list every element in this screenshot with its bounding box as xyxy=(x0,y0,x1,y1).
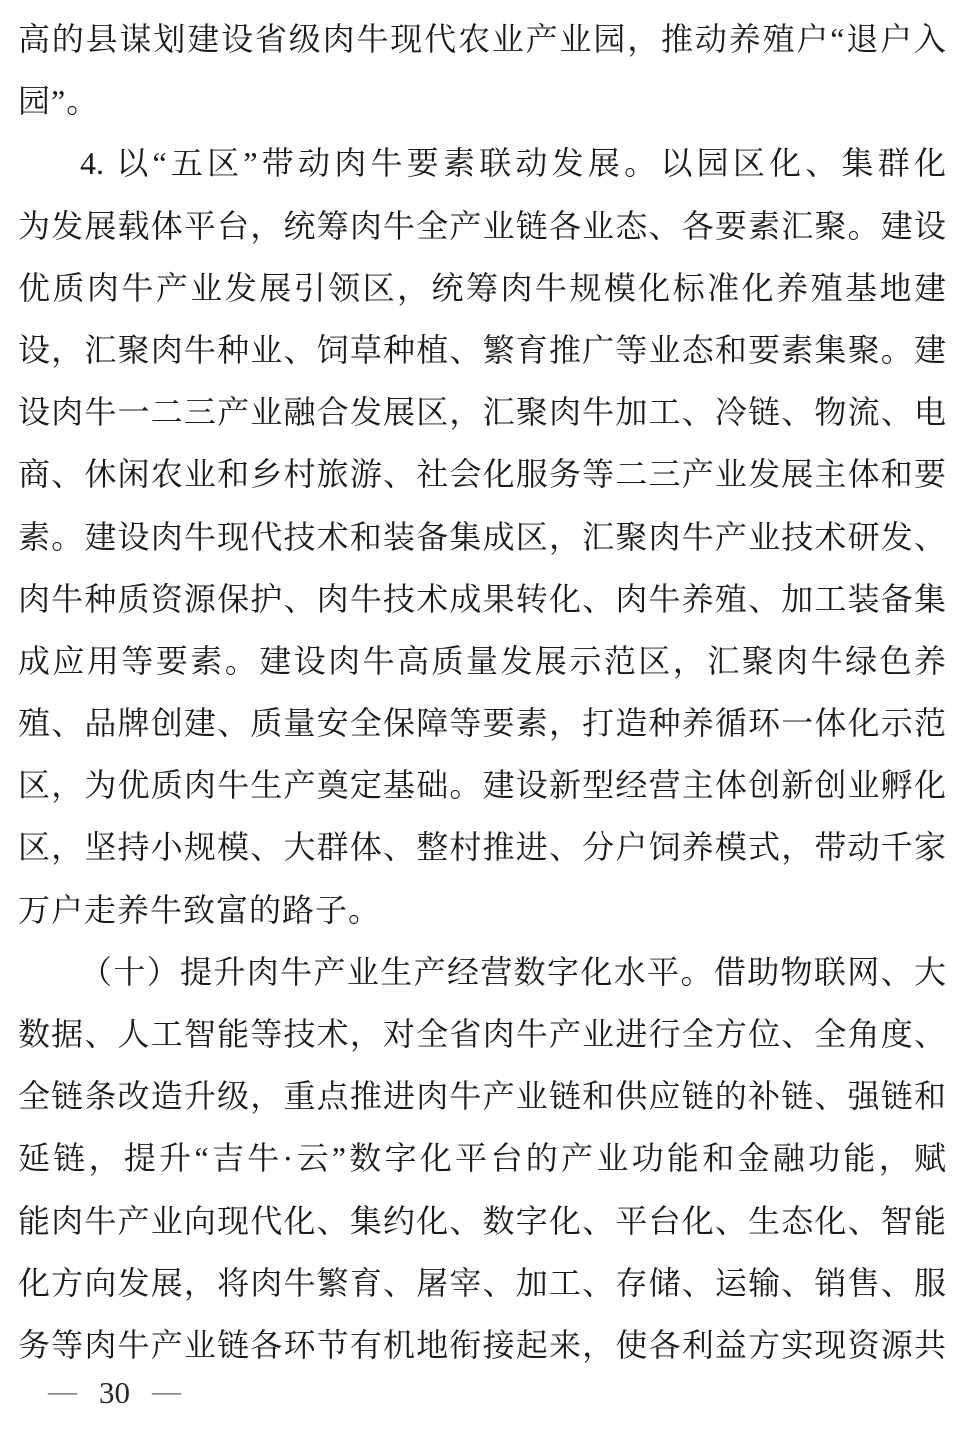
text-line: 殖、品牌创建、质量安全保障等要素，打造种养循环一体化示范 xyxy=(18,705,946,742)
text-line: 设，汇聚肉牛种业、饲草种植、繁育推广等业态和要素集聚。建 xyxy=(18,331,946,368)
text-line: （十）提升肉牛产业生产经营数字化水平。借助物联网、大 xyxy=(80,953,946,990)
text-line: 数据、人工智能等技术，对全省肉牛产业进行全方位、全角度、 xyxy=(18,1016,946,1052)
text-line: 能肉牛产业向现代化、集约化、数字化、平台化、生态化、智能 xyxy=(18,1202,946,1239)
text-line: 设肉牛一二三产业融合发展区，汇聚肉牛加工、冷链、物流、电 xyxy=(18,394,946,431)
footer-left-dash: — xyxy=(48,1379,77,1405)
page-number: 30 xyxy=(99,1375,130,1410)
text-line: 素。建设肉牛现代技术和装备集成区，汇聚肉牛产业技术研发、 xyxy=(18,518,946,555)
text-line: 延链，提升“吉牛·云”数字化平台的产业功能和金融功能，赋 xyxy=(18,1140,946,1177)
page-footer xyxy=(48,1375,181,1410)
text-line: 园”。 xyxy=(18,83,100,120)
text-line: 高的县谋划建设省级肉牛现代农业产业园，推动养殖户“退户入 xyxy=(18,21,946,57)
text-line: 区，坚持小规模、大群体、整村推进、分户饲养模式，带动千家 xyxy=(18,829,946,866)
text-line: 肉牛种质资源保护、肉牛技术成果转化、肉牛养殖、加工装备集 xyxy=(18,580,946,617)
text-line: 为发展载体平台，统筹肉牛全产业链各业态、各要素汇聚。建设 xyxy=(18,207,946,244)
text-line: 全链条改造升级，重点推进肉牛产业链和供应链的补链、强链和 xyxy=(18,1078,946,1115)
text-line: 优质肉牛产业发展引领区，统筹肉牛规模化标准化养殖基地建 xyxy=(18,269,946,306)
document-body xyxy=(18,8,946,1376)
text-line: 成应用等要素。建设肉牛高质量发展示范区，汇聚肉牛绿色养 xyxy=(18,642,946,679)
text-line: 万户走养牛致富的路子。 xyxy=(18,891,382,928)
footer-right-dash: — xyxy=(152,1379,181,1405)
text-line: 务等肉牛产业链各环节有机地衔接起来，使各利益方实现资源共 xyxy=(18,1326,946,1363)
text-line: 化方向发展，将肉牛繁育、屠宰、加工、存储、运输、销售、服 xyxy=(18,1264,946,1301)
text-line: 区，为优质肉牛生产奠定基础。建设新型经营主体创新创业孵化 xyxy=(18,767,946,804)
text-line: 4. 以“五区”带动肉牛要素联动发展。以园区化、集群化 xyxy=(80,145,946,182)
text-line: 商、休闲农业和乡村旅游、社会化服务等二三产业发展主体和要 xyxy=(18,456,946,493)
